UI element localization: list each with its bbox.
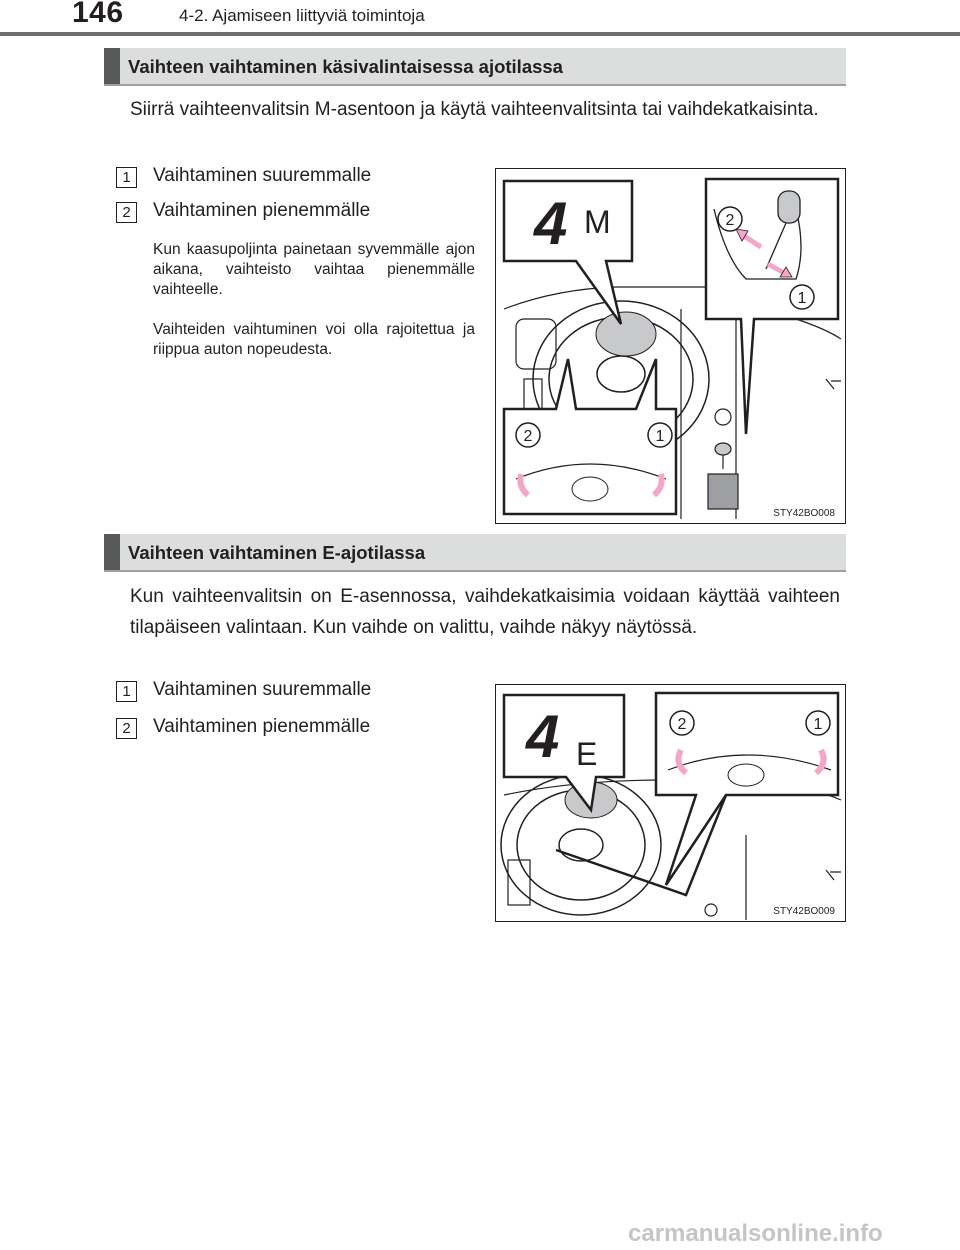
dashboard-illustration — [496, 169, 846, 524]
callout-number: 2 — [725, 212, 735, 229]
note-paragraph: Vaihteiden vaihtuminen voi olla rajoitettua ja riippua auton nopeudesta. — [153, 321, 475, 358]
callout-number: 2 — [523, 428, 533, 445]
list-item-text: Vaihtaminen suuremmalle — [153, 679, 372, 700]
number-badge: 1 — [116, 167, 137, 188]
chapter-title: 4-2. Ajamiseen liittyviä toimintoja — [179, 6, 425, 25]
watermark: carmanualsonline.info — [628, 1220, 883, 1247]
callout-number: 1 — [655, 428, 665, 445]
list-item-text: Vaihtaminen pienemmälle — [153, 716, 371, 737]
figure-e-mode — [495, 684, 846, 922]
page-number: 146 — [72, 0, 124, 29]
gear-mode: E — [576, 736, 598, 772]
section-accent — [104, 534, 120, 570]
list-item-text: Vaihtaminen suuremmalle — [153, 165, 372, 186]
section-title: Vaihteen vaihtaminen käsivalintaisessa ajotilassa — [128, 56, 563, 77]
gear-digit: 4 — [526, 703, 560, 770]
number-badge: 2 — [116, 718, 137, 739]
section-heading-manual-mode — [104, 48, 846, 86]
section-title: Vaihteen vaihtaminen E-ajotilassa — [128, 542, 426, 563]
gear-digit: 4 — [534, 190, 568, 257]
header-rule — [0, 32, 960, 36]
number-badge: 2 — [116, 202, 137, 223]
section-accent — [104, 48, 120, 84]
number-badge: 1 — [116, 681, 137, 702]
figure-code: STY42BO009 — [773, 906, 835, 917]
section1-intro: Siirrä vaihteenvalitsin M-asentoon ja käytä vaihteenvalitsinta tai vaihdekatkaisinta. — [130, 99, 819, 120]
callout-number: 2 — [677, 716, 687, 733]
section2-intro: Kun vaihteenvalitsin on E-asennossa, vaihdekatkaisimia voidaan käyttää vaihteen tilapäiseen valintaan. Kun vaihde on valittu, vaihde näkyy näytössä. — [130, 586, 840, 638]
gear-mode: M — [584, 204, 611, 240]
dashboard-illustration — [496, 685, 846, 922]
section-heading-e-mode — [104, 534, 846, 572]
note-paragraph: Kun kaasupoljinta painetaan syvemmälle ajon aikana, vaihteisto vaihtaa pienemmälle vaihteelle. — [153, 241, 475, 298]
figure-code: STY42BO008 — [773, 508, 835, 519]
callout-number: 1 — [797, 290, 807, 307]
list-item-text: Vaihtaminen pienemmälle — [153, 200, 371, 221]
figure-manual-mode — [495, 168, 846, 524]
callout-number: 1 — [813, 716, 823, 733]
